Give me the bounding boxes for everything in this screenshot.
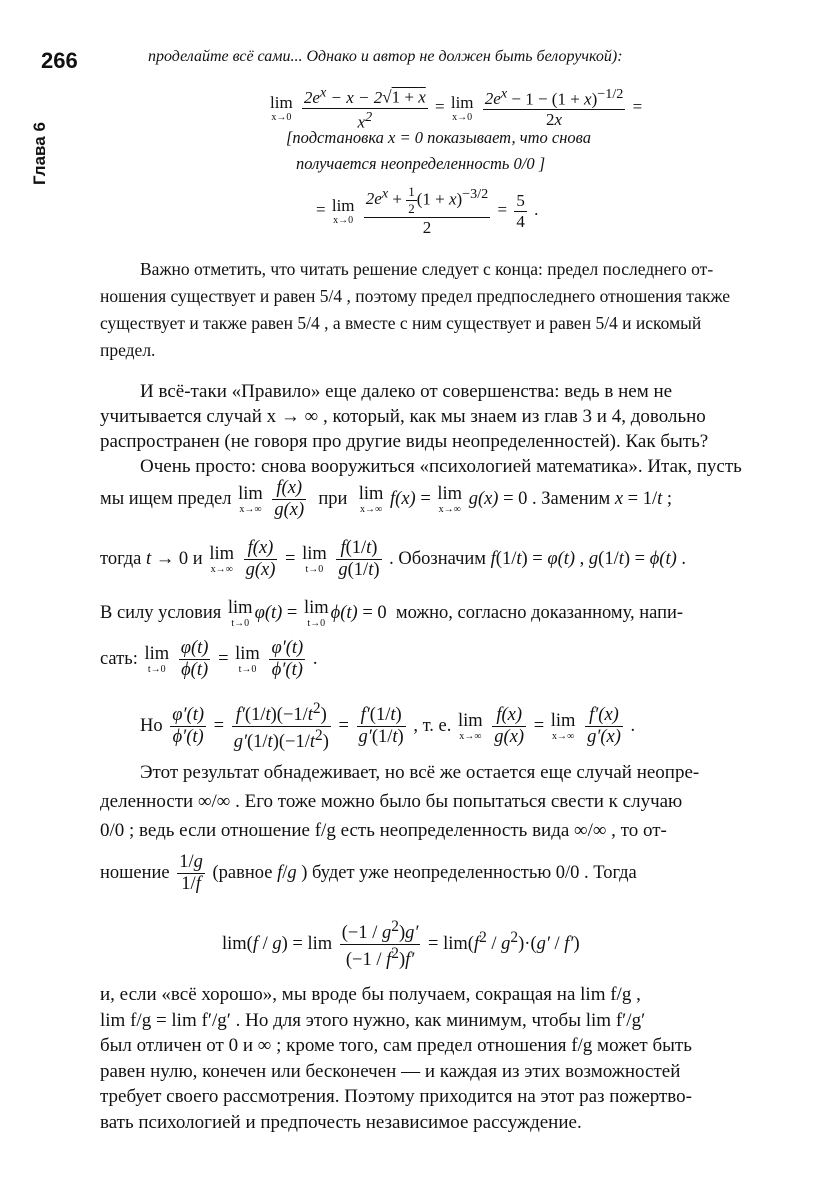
text-line: И всё-таки «Правило» еще далеко от совершенства: ведь в нем не (140, 381, 673, 402)
text-line: Важно отметить, что читать решение следует с конца: предел последнего от- (140, 259, 714, 279)
text-line: требует своего рассмотрения. Поэтому приходится на этот раз пожертво- (100, 1086, 692, 1107)
paragraph-main-3 (100, 982, 765, 1135)
text-line: 0/0 ; ведь если отношение f/g есть неопределенность вида ∞/∞ , то от- (100, 820, 667, 841)
formula-3: lim(f / g) = lim $\frac{(-1 / g^2)g'}{(-1 / f^2)f'}$ = $\lim(f^2 / g^2)\cdot(g' / f')$ (222, 918, 580, 971)
text-line: предел. (100, 340, 156, 360)
header-text: проделайте всё сами... Однако и автор не должен быть белоручкой): (148, 48, 623, 65)
text-line: распространен (не говоря про другие виды неопределенностей). Как быть? (100, 431, 709, 452)
line-search: мы ищем предел lim x→∞ $\frac{f(x)}{g(x)}$ при lim x→∞ f(x) = lim x→∞ g(x) = 0 . Заменим x = 1/t ; (100, 478, 673, 520)
line-write: сать: lim t→0 $\frac{\varphi(t)}{\phi(t)}$ = lim t→0 $\frac{\varphi'(t)}{\phi'(t)}$ . (100, 638, 318, 680)
line-then: тогда t → 0 и lim x→∞ $\frac{f(x)}{g(x)}$ = lim t→0 $\frac{f(1/t)}{g(1/t)}$ . Обозначим f(1/t) = φ(t) , g(1/t) = ϕ(t) . (100, 538, 687, 580)
text-line: ношения существует и равен 5/4 , поэтому предел предпоследнего отношения также (100, 286, 731, 306)
text-line: Этот результат обнадеживает, но всё же остается еще случай неопре- (140, 762, 700, 783)
text-line: вать психологией и предпочесть независимое рассуждение. (100, 1111, 582, 1133)
text-line: равен нулю, конечен или бесконечен — и каждая из этих возможностей (100, 1060, 681, 1082)
note-1: [подстановка x = 0 показывает, что снова (286, 128, 591, 147)
text-line: учитывается случай x → ∞ , который, как мы знаем из глав 3 и 4, довольно (100, 406, 706, 427)
text-line: Очень просто: снова вооружиться «психологией математика». Итак, пусть (140, 456, 742, 477)
text-line: существует и также равен 5/4 , а вместе с ним существует и равен 5/4 и искомый (100, 313, 702, 333)
note-2: получается неопределенность 0/0 ] (296, 154, 546, 173)
formula-1: lim x→0 $\frac{2e^x - x - 2√1 + x}{x^2}$ = lim x→0 $\frac{2e^x - 1 - (1 + x)^{-1/2}}{2x}$ = (270, 84, 643, 132)
page-number: 266 (41, 48, 78, 73)
text-line: и, если «всё хорошо», мы вроде бы получаем, сокращая на lim f/g , (100, 984, 641, 1005)
formula-2: = lim x→0 $2e^x$ + $\frac{1}{2}$ $(1 + x)^{-3/2}$ 2 = $\frac{5}{4}$ . (316, 184, 539, 237)
paragraph-note (100, 256, 765, 364)
text-line: lim f/g = lim f′/g′ . Но для этого нужно, как минимум, чтобы lim f′/g′ (100, 1009, 646, 1031)
text-line: деленности ∞/∞ . Его тоже можно было бы попытаться свести к случаю (100, 791, 683, 812)
text-line: был отличен от 0 и ∞ ; кроме того, сам предел отношения f/g может быть (100, 1035, 692, 1056)
chapter-label: Глава 6 (30, 122, 49, 185)
paragraph-main-1 (100, 379, 765, 479)
line-rel: ношение $\frac{1/g}{1/f}$ (равное f/g ) будет уже неопределенностью 0/0 . Тогда (100, 852, 637, 894)
line-cond: В силу условия lim t→0 φ(t) = lim t→0 ϕ(t) = 0 можно, согласно доказанному, напи- (100, 598, 684, 629)
paragraph-main-2 (100, 758, 765, 845)
line-but: Но $\frac{\varphi'(t)}{\phi'(t)}$ = $\frac{f'(1/t)(-1/t^2)}{g'(1/t)(-1/t^2)}$ = $\frac{f'(1/t)}{g'(1/t)}$ , т. е. lim x→∞ $\frac{f(x)}{g(x)}$ = lim x→∞ $\frac{f'(x)}{g'(x)}$ . (140, 700, 636, 753)
